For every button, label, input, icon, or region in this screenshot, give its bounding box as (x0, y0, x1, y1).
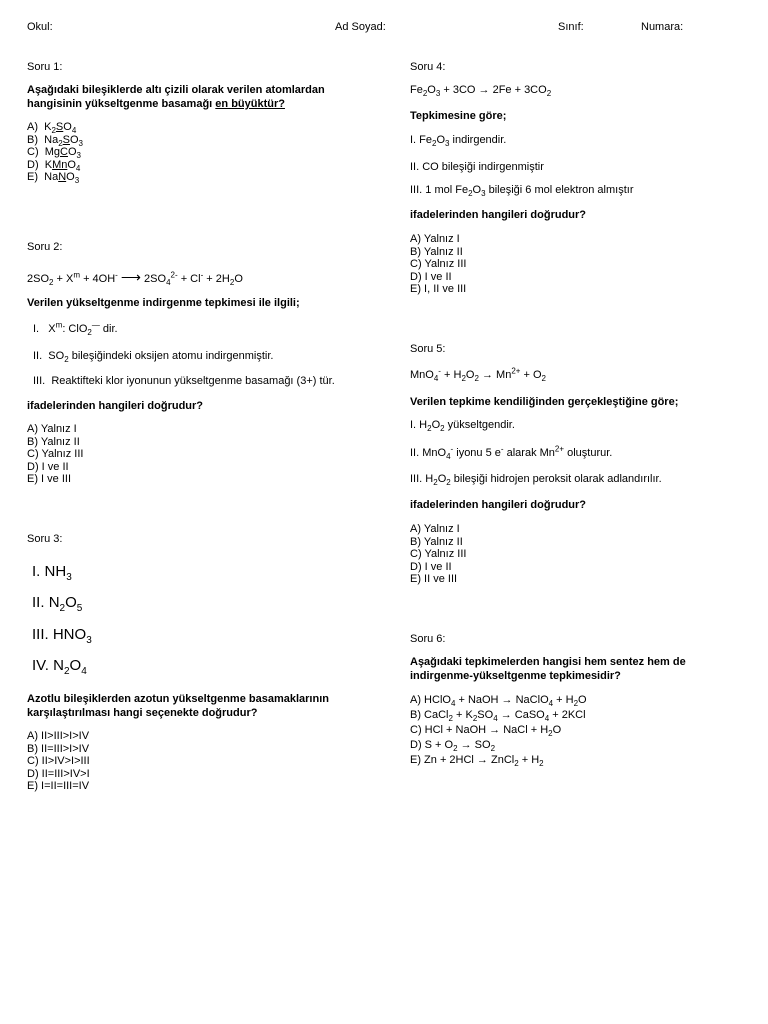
q2-prompt: Verilen yükseltgenme indirgenme tepkimesi ile ilgili; (27, 297, 300, 309)
q2-option-a[interactable]: A) Yalnız I (27, 423, 77, 435)
q1-prompt-line2: hangisinin yükseltgenme basamağı en büyüktür? (27, 98, 285, 110)
q5-equation: $MnO_4^- + H_2O_2 \to Mn^{2+} + O_2$ (410, 366, 546, 384)
q6-prompt-line1: Aşağıdaki tepkimelerden hangisi hem sentez hem de (410, 656, 686, 668)
q5-option-a[interactable]: A) Yalnız I (410, 523, 460, 535)
q5-statement-2: II. MnO$_4$- iyonu 5 e- alarak $Mn^{2+}$ oluşturur. (410, 444, 613, 462)
q4-statement-2: II. CO bileşiği indirgenmiştir (410, 161, 544, 173)
school-label: Okul: (27, 21, 53, 33)
q5-options (410, 523, 466, 586)
q3-title: Soru 3: (27, 533, 63, 545)
q1-option-e[interactable]: E) NaNO$_3$ (27, 171, 80, 186)
q3-prompt-line1: Azotlu bileşiklerden azotun yükseltgenme basamaklarının (27, 693, 329, 705)
q3-prompt-line2: karşılaştırılması hangi seçenekte doğrudur? (27, 707, 258, 719)
q6-prompt-line2: indirgenme-yükseltgenme tepkimesidir? (410, 670, 621, 682)
q1-option-a[interactable]: A) $K_2SO_4$ (27, 121, 77, 136)
q2-title: Soru 2: (27, 241, 63, 253)
q2-option-b[interactable]: B) Yalnız II (27, 435, 80, 448)
q4-option-c[interactable]: C) Yalnız III (410, 258, 467, 271)
q5-title: Soru 5: (410, 343, 446, 355)
q4-statement-1: I. $Fe_2O_3$ indirgendir. (410, 134, 507, 149)
q2-question: ifadelerinden hangileri doğrudur? (27, 400, 204, 412)
q5-statement-3: III. $H_2O_2$ bileşiği hidrojen peroksit olarak adlandırılır. (410, 473, 662, 488)
q3-options (27, 730, 90, 793)
q4-option-d[interactable]: D) I ve II (410, 270, 452, 283)
q1-option-d[interactable]: D) KMnO$_4$ (27, 158, 81, 173)
q6-title: Soru 6: (410, 633, 446, 645)
q4-equation: $Fe_2O_3 + 3CO \to 2Fe + 3CO_2$ (410, 84, 552, 99)
q6-option-e[interactable]: E) Zn + 2HCl → ZnCl$_2$ + $H_2$ (410, 754, 544, 769)
q3-option-a[interactable]: A) II>III>I>IV (27, 730, 90, 742)
q5-option-b[interactable]: B) Yalnız II (410, 535, 463, 548)
q4-title: Soru 4: (410, 61, 446, 73)
q3-item-2: II. $N_2O_5$ (32, 594, 83, 614)
q6-option-a[interactable]: A) HClO$_4$ + NaOH → NaClO$_4$ + $H_2O$ (410, 694, 587, 709)
q2-statement-1: I. $X^m$: ClO$_2$— dir. (33, 320, 118, 338)
q6-options (410, 693, 587, 768)
q5-question: ifadelerinden hangileri doğrudur? (410, 499, 587, 511)
q1-title: Soru 1: (27, 61, 63, 73)
q3-option-d[interactable]: D) II=III>IV>I (27, 767, 90, 780)
q5-option-e[interactable]: E) II ve III (410, 573, 458, 586)
q3-option-b[interactable]: B) II=III>I>IV (27, 742, 90, 755)
q2-option-e[interactable]: E) I ve III (27, 473, 72, 486)
number-label: Numara: (641, 21, 684, 33)
q5-option-d[interactable]: D) I ve II (410, 560, 452, 573)
q2-options (27, 423, 83, 486)
q2-statement-2: II. $SO_2$ bileşiğindeki oksijen atomu indirgenmiştir. (33, 350, 274, 365)
q1-options (27, 121, 83, 184)
q1-prompt-emphasis: en büyüktür? (215, 98, 285, 110)
q1-option-b[interactable]: B) $Na_2SO_3$ (27, 133, 83, 148)
q3-option-c[interactable]: C) II>IV>I>III (27, 755, 90, 768)
q4-question: ifadelerinden hangileri doğrudur? (410, 209, 587, 221)
q4-option-a[interactable]: A) Yalnız I (410, 233, 460, 245)
q2-option-c[interactable]: C) Yalnız III (27, 448, 84, 461)
q2-option-d[interactable]: D) I ve II (27, 460, 69, 473)
q6-option-c[interactable]: C) HCl + NaOH → NaCl + $H_2O$ (410, 724, 562, 739)
q3-item-1: I. $NH_3$ (32, 563, 72, 583)
q5-prompt: Verilen tepkime kendiliğinden gerçekleştiğine göre; (410, 396, 679, 408)
q6-option-d[interactable]: D) $S + O_2 \to SO_2$ (410, 739, 496, 754)
q3-item-3: III. $HNO_3$ (32, 626, 92, 646)
q5-statement-1: I. $H_2O_2$ yükseltgendir. (410, 419, 515, 434)
q4-option-e[interactable]: E) I, II ve III (410, 283, 467, 296)
q5-option-c[interactable]: C) Yalnız III (410, 548, 467, 561)
q2-equation: $2SO_2 + X^m + 4OH^-$ ⟶ $2SO_4^{2-} + Cl^- + 2H_2O$ (27, 269, 243, 288)
q4-statement-3: III. 1 mol $Fe_2O_3$ bileşiği 6 mol elektron almıştır (410, 184, 634, 199)
q6-option-b[interactable]: B) CaCl$_2$ + $K_2SO_4$ → CaSO$_4$ + 2KCl (410, 709, 586, 724)
q1-prompt-line1: Aşağıdaki bileşiklerde altı çizili olarak verilen atomlardan (27, 84, 325, 96)
q2-statement-3: III. Reaktifteki klor iyonunun yükseltgenme basamağı (3+) tür. (33, 375, 335, 387)
q1-option-c[interactable]: C) MgCO$_3$ (27, 146, 81, 161)
q4-options (410, 233, 466, 296)
q3-option-e[interactable]: E) I=II=III=IV (27, 780, 90, 793)
name-label: Ad Soyad: (335, 21, 386, 33)
q4-prompt: Tepkimesine göre; (410, 110, 507, 122)
q4-option-b[interactable]: B) Yalnız II (410, 245, 463, 258)
class-label: Sınıf: (558, 21, 584, 33)
q3-item-4: IV. $N_2O_4$ (32, 657, 87, 677)
reaction-arrow: ⟶ (120, 269, 141, 285)
